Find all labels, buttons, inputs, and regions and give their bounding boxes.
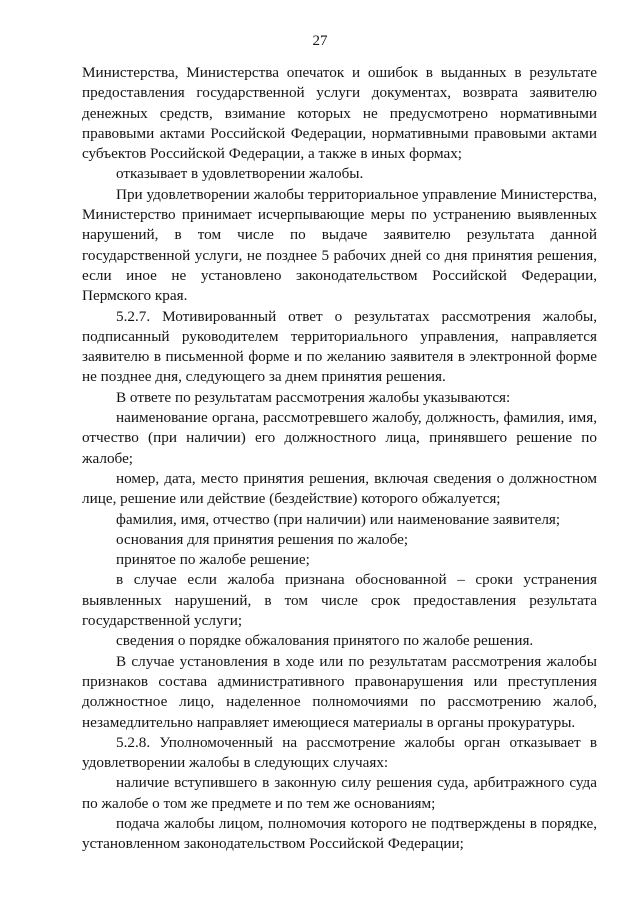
paragraph-satisfaction-measures: При удовлетворении жалобы территориальное управление Министерства, Министерство принимает исчерпывающие меры по устранению выявленных нарушений, в том числе по выдаче заявителю результата данной государственной услуги, не позднее 5 рабочих дней со дня принятия решения, если иное не установлено законодательством Российской Федерации, Пермского края.	[82, 185, 597, 305]
paragraph-continuation: Министерства, Министерства опечаток и ошибок в выданных в результате предоставления государственной услуги документах, возврата заявителю денежных средств, взимание которых не предусмотрено нормативными правовыми актами Российской Федерации, нормативными правовыми актами субъектов Российской Федерации, а также в иных формах;	[82, 64, 597, 163]
paragraph-section-5-2-8: 5.2.8. Уполномоченный на рассмотрение жалобы орган отказывает в удовлетворении жалобы в следующих случаях:	[82, 733, 597, 772]
paragraph-refusal: отказывает в удовлетворении жалобы.	[116, 165, 364, 183]
paragraph-section-5-2-7: 5.2.7. Мотивированный ответ о результатах рассмотрения жалобы, подписанный руководителем территориального управления, направляется заявителю в письменной форме и по желанию заявителя в электронной форме не позднее дня, следующего за днем принятия решения.	[82, 307, 597, 386]
page-number: 27	[312, 33, 328, 49]
paragraph-prosecutor-referral: В случае установления в ходе или по результатам рассмотрения жалобы признаков состава административного правонарушения или преступления должностное лицо, наделенное полномочиями по рассмотрению жалоб, незамедлительно направляет имеющиеся материалы в органы прокуратуры.	[82, 652, 597, 731]
list-item-authority-name: наименование органа, рассмотревшего жалобу, должность, фамилия, имя, отчество (при наличии) его должностного лица, принявшего решение по жалобе;	[82, 409, 597, 467]
list-item-decision-grounds: основания для принятия решения по жалобе;	[116, 530, 409, 548]
paragraph-answer-contents: В ответе по результатам рассмотрения жалобы указываются:	[116, 388, 511, 406]
list-item-appeal-procedure: сведения о порядке обжалования принятого по жалобе решения.	[116, 632, 534, 650]
list-item-decision-details: номер, дата, место принятия решения, включая сведения о должностном лице, решение или действие (бездействие) которого обжалуется;	[82, 469, 597, 508]
list-item-applicant-name: фамилия, имя, отчество (при наличии) или наименование заявителя;	[116, 510, 561, 528]
list-item-court-decision: наличие вступившего в законную силу решения суда, арбитражного суда по жалобе о том же предмете и по тем же основаниям;	[82, 774, 597, 812]
list-item-remediation-terms: в случае если жалоба признана обоснованной – сроки устранения выявленных нарушений, в том числе срок предоставления результата государственной услуги;	[82, 571, 597, 630]
list-item-unauthorized-filing: подача жалобы лицом, полномочия которого не подтверждены в порядке, установленном законодательством Российской Федерации;	[82, 814, 597, 853]
list-item-decision: принятое по жалобе решение;	[116, 551, 310, 569]
document-body	[82, 63, 597, 855]
